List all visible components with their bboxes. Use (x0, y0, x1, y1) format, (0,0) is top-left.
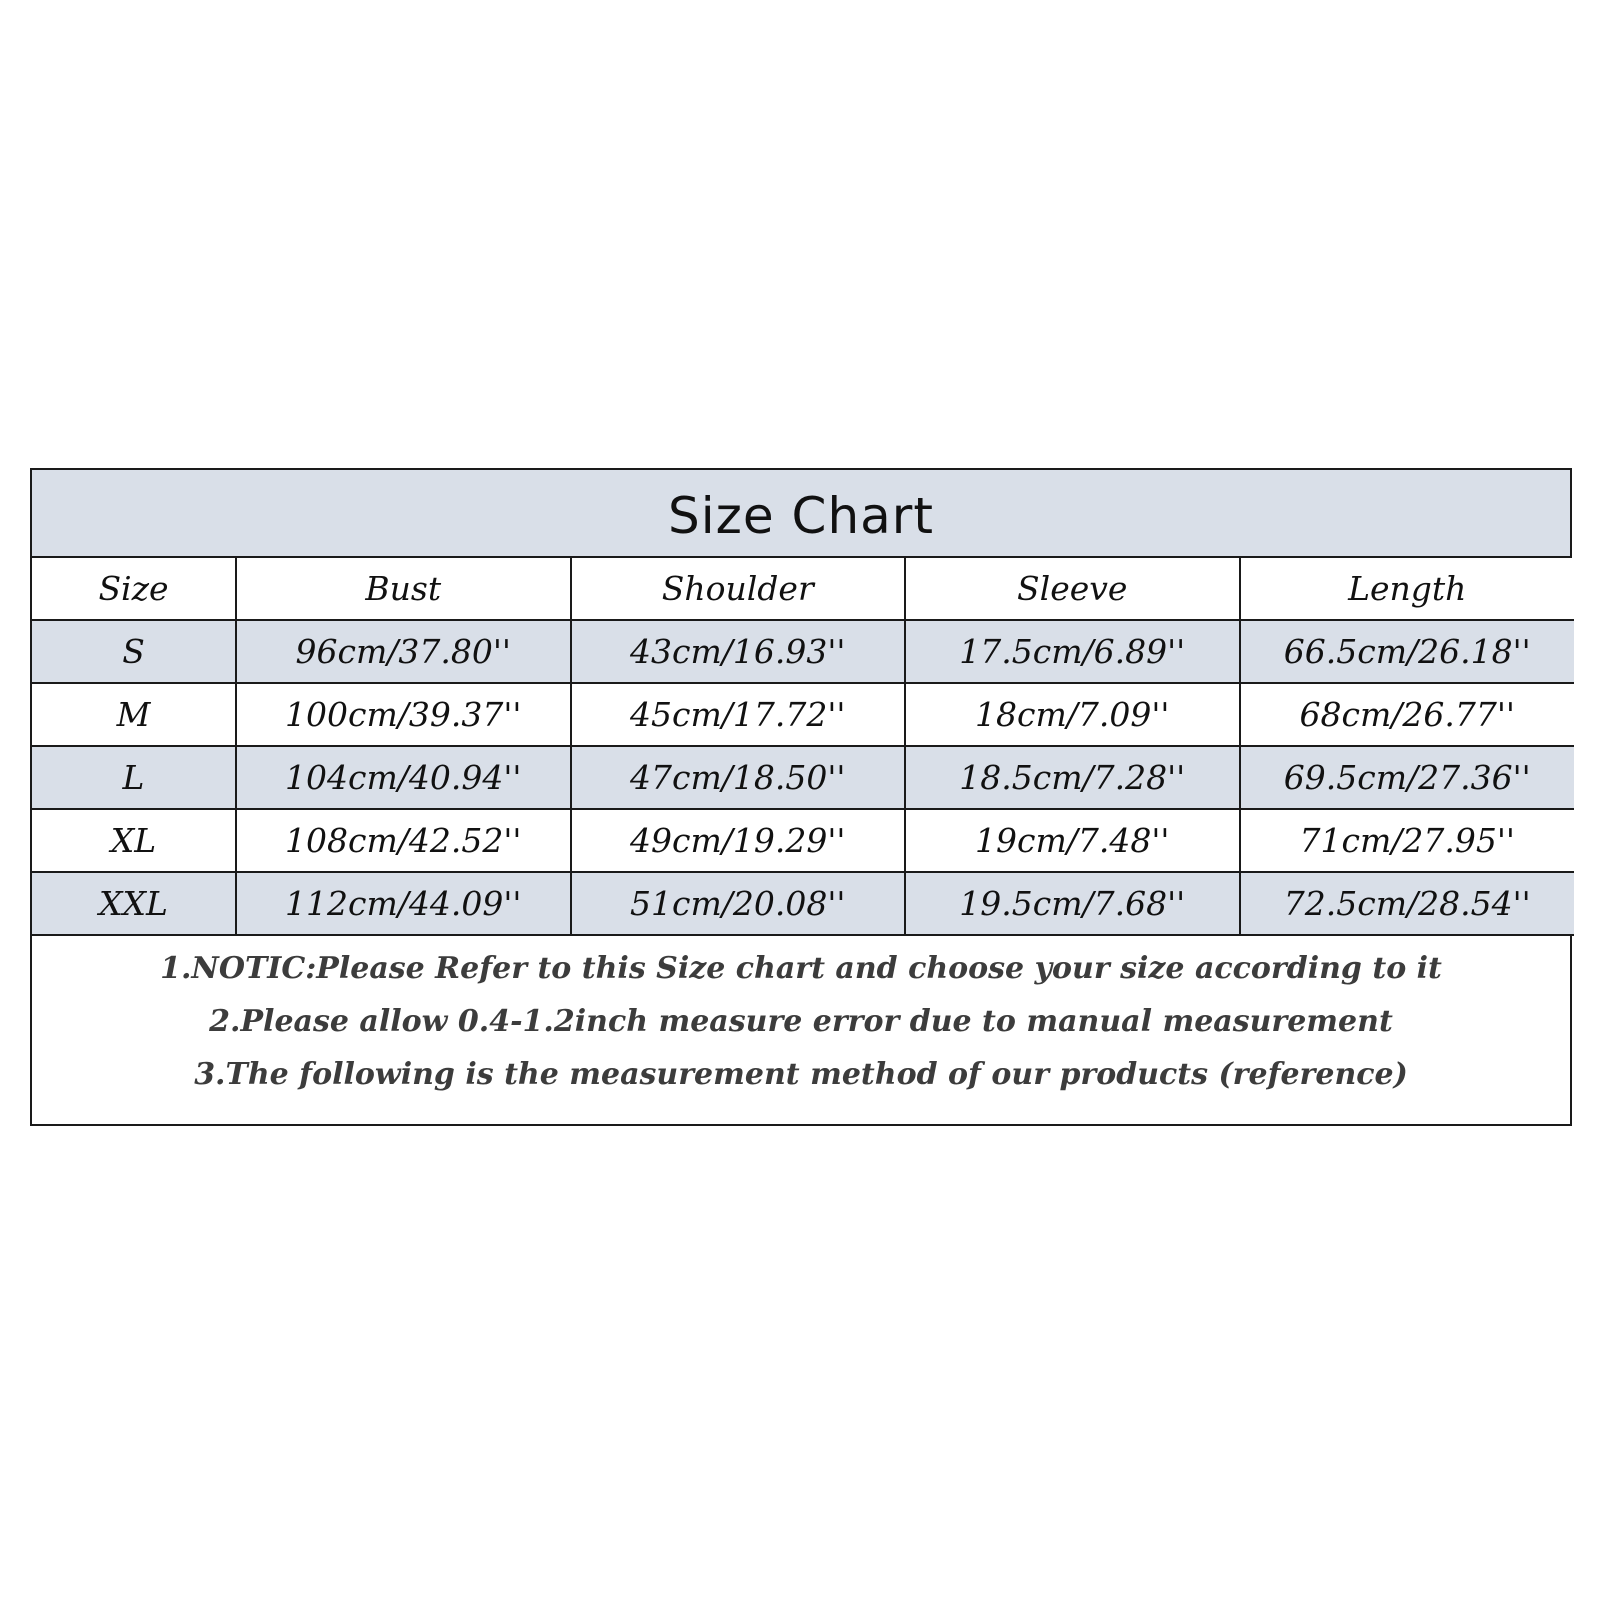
cell-size: XL (32, 809, 236, 872)
cell-length: 69.5cm/27.36'' (1240, 746, 1575, 809)
cell-size: S (32, 620, 236, 683)
cell-sleeve: 18.5cm/7.28'' (905, 746, 1240, 809)
note-line: 2.Please allow 0.4-1.2inch measure error due to manual measurement (209, 1004, 1393, 1039)
table-row (32, 620, 1574, 683)
cell-bust: 100cm/39.37'' (236, 683, 571, 746)
cell-sleeve: 19cm/7.48'' (905, 809, 1240, 872)
table-row (32, 683, 1574, 746)
cell-bust: 108cm/42.52'' (236, 809, 571, 872)
table-row (32, 809, 1574, 872)
cell-shoulder: 45cm/17.72'' (571, 683, 906, 746)
cell-bust: 96cm/37.80'' (236, 620, 571, 683)
cell-size: M (32, 683, 236, 746)
cell-sleeve: 18cm/7.09'' (905, 683, 1240, 746)
cell-size: L (32, 746, 236, 809)
column-header-bust: Bust (236, 558, 571, 620)
header-row (32, 558, 1574, 620)
cell-bust: 104cm/40.94'' (236, 746, 571, 809)
cell-length: 72.5cm/28.54'' (1240, 872, 1575, 935)
column-header-length: Length (1240, 558, 1575, 620)
size-chart (30, 468, 1572, 1126)
cell-shoulder: 49cm/19.29'' (571, 809, 906, 872)
size-table (32, 558, 1574, 936)
table-row (32, 872, 1574, 935)
note-line: 3.The following is the measurement method of our products (reference) (194, 1057, 1408, 1092)
cell-bust: 112cm/44.09'' (236, 872, 571, 935)
column-header-sleeve: Sleeve (905, 558, 1240, 620)
notes-section (32, 936, 1570, 1101)
cell-sleeve: 17.5cm/6.89'' (905, 620, 1240, 683)
cell-shoulder: 43cm/16.93'' (571, 620, 906, 683)
chart-title: Size Chart (668, 487, 934, 545)
column-header-size: Size (32, 558, 236, 620)
cell-size: XXL (32, 872, 236, 935)
table-row (32, 746, 1574, 809)
cell-shoulder: 51cm/20.08'' (571, 872, 906, 935)
cell-shoulder: 47cm/18.50'' (571, 746, 906, 809)
cell-length: 66.5cm/26.18'' (1240, 620, 1575, 683)
cell-length: 71cm/27.95'' (1240, 809, 1575, 872)
title-bar (32, 470, 1570, 558)
cell-sleeve: 19.5cm/7.68'' (905, 872, 1240, 935)
cell-length: 68cm/26.77'' (1240, 683, 1575, 746)
note-line: 1.NOTIC:Please Refer to this Size chart and choose your size according to it (160, 951, 1442, 986)
column-header-shoulder: Shoulder (571, 558, 906, 620)
